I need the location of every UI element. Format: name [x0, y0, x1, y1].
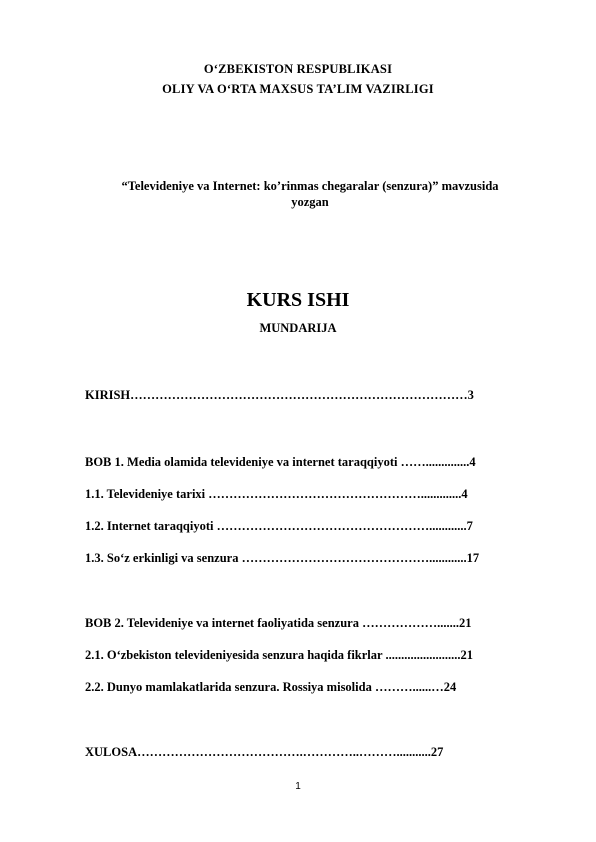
header-republic: O‘ZBEKISTON RESPUBLIKASI	[203, 62, 393, 76]
contents-heading: MUNDARIJA	[259, 321, 337, 335]
toc-entry-bob1: BOB 1. Media olamida televideniye va internet taraqqiyoti ……..............4	[85, 455, 476, 469]
topic-line-1: “Televideniye va Internet: ko’rinmas chegaralar (senzura)” mavzusida	[121, 179, 499, 193]
toc-entry-xulosa: XULOSA………………………………….…………..………...........27	[85, 745, 444, 759]
document-title: KURS ISHI	[246, 289, 350, 311]
header-ministry: OLIY VA O‘RTA MAXSUS TA’LIM VAZIRLIGI	[162, 82, 434, 96]
toc-entry-2-2: 2.2. Dunyo mamlakatlarida senzura. Rossiya misolida ………......…24	[85, 680, 457, 694]
toc-entry-1-3: 1.3. So‘z erkinligi va senzura ………………………………………............17	[85, 551, 480, 565]
toc-entry-1-1: 1.1. Televideniye tarixi …………………………………………….............4	[85, 487, 468, 501]
topic-line-2: yozgan	[291, 195, 329, 209]
page-number: 1	[295, 781, 301, 792]
toc-entry-bob2: BOB 2. Televideniye va internet faoliyatida senzura ……………….......21	[85, 616, 472, 630]
toc-entry-1-2: 1.2. Internet taraqqiyoti ……………………………………………............7	[85, 519, 473, 533]
toc-entry-kirish: KIRISH………………………………………………………………………3	[85, 388, 474, 402]
toc-entry-2-1: 2.1. O‘zbekiston televideniyesida senzura haqida fikrlar ........................21	[85, 648, 473, 662]
